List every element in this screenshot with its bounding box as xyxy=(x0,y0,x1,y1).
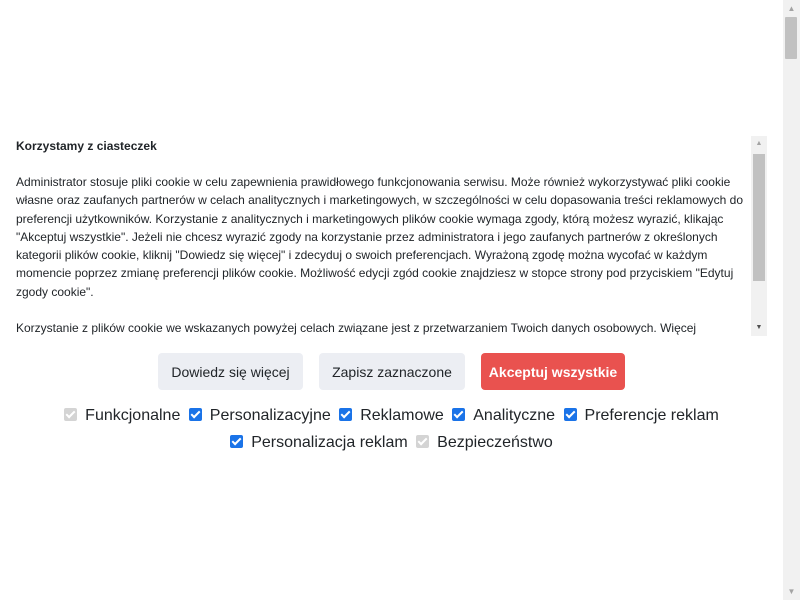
cookie-description: Administrator stosuje pliki cookie w celu zapewnienia prawidłowego funkcjonowania serwisu. Może również wykorzystywać pliki cookie własne oraz zaufanych partnerów w celach analitycznych i marketingowych, w szczególności w celu dopasowania treści reklamowych do preferencji użytkowników. Korzystanie z analitycznych i marketingowych plików cookie wymaga zgody, którą możesz wyrazić, klikając "Akceptuj wszystkie". Jeżeli nie chcesz wyrazić zgody na korzystanie przez administratora i jego zaufanych partnerów z określonych kategorii plików cookie, kliknij "Dowiedz się więcej" i zdecyduj o swoich preferencjach. Wyrażoną zgodę można wycofać w każdym momencie poprzez zmianę preferencji plików cookie. Możliwość edycji zgód cookie znajdziesz w stopce strony pod przyciskiem "Edytuj zgody cookie". xyxy=(16,175,744,299)
consent-checkbox-row xyxy=(0,407,783,425)
checkbox-security xyxy=(416,435,429,448)
checkbox-ad-preferences[interactable] xyxy=(564,408,577,421)
consent-label: Bezpieczeństwo xyxy=(437,434,553,451)
checkbox-functional xyxy=(64,408,77,421)
cookie-buttons xyxy=(0,353,783,390)
consent-advertising[interactable] xyxy=(339,407,444,425)
chevron-down-icon[interactable]: ▼ xyxy=(755,324,763,331)
cookie-data-processing-text: Korzystanie z plików cookie we wskazanych powyżej celach związane jest z przetwarzaniem Twoich danych osobowych. Więcej xyxy=(16,321,697,335)
scroll-down-arrow-icon[interactable]: ▼ xyxy=(787,587,796,596)
chevron-up-icon[interactable]: ▲ xyxy=(755,140,763,147)
cookie-text-scrollbar-thumb[interactable] xyxy=(753,154,765,281)
checkbox-ad-personalization[interactable] xyxy=(230,435,243,448)
learn-more-button[interactable]: Dowiedz się więcej xyxy=(158,353,303,390)
consent-label[interactable]: Personalizacyjne xyxy=(209,407,331,424)
consent-personalization[interactable] xyxy=(189,407,331,425)
page-scrollbar[interactable] xyxy=(783,0,800,600)
consent-checkbox-row xyxy=(0,434,783,452)
cookie-text-scrollbar[interactable] xyxy=(751,136,767,336)
accept-all-button[interactable]: Akceptuj wszystkie xyxy=(481,353,625,390)
consent-label[interactable]: Analityczne xyxy=(473,407,556,424)
consent-label[interactable]: Reklamowe xyxy=(360,407,444,424)
cookie-title: Korzystamy z ciasteczek xyxy=(16,139,157,153)
cookie-text-scrollbox[interactable] xyxy=(0,136,767,336)
consent-security xyxy=(416,434,553,452)
consent-label[interactable]: Preferencje reklam xyxy=(584,407,719,424)
checkbox-advertising[interactable] xyxy=(339,408,352,421)
checkbox-personalization[interactable] xyxy=(189,408,202,421)
consent-label[interactable]: Personalizacja reklam xyxy=(251,434,408,451)
page-scrollbar-thumb[interactable] xyxy=(785,17,797,59)
consent-ad-personalization[interactable] xyxy=(230,434,408,452)
scroll-up-arrow-icon[interactable]: ▲ xyxy=(787,4,796,13)
consent-ad-preferences[interactable] xyxy=(564,407,719,425)
save-selected-button[interactable]: Zapisz zaznaczone xyxy=(319,353,465,390)
consent-label: Funkcjonalne xyxy=(85,407,181,424)
consent-functional xyxy=(64,407,180,425)
checkbox-analytics[interactable] xyxy=(452,408,465,421)
consent-analytics[interactable] xyxy=(452,407,555,425)
